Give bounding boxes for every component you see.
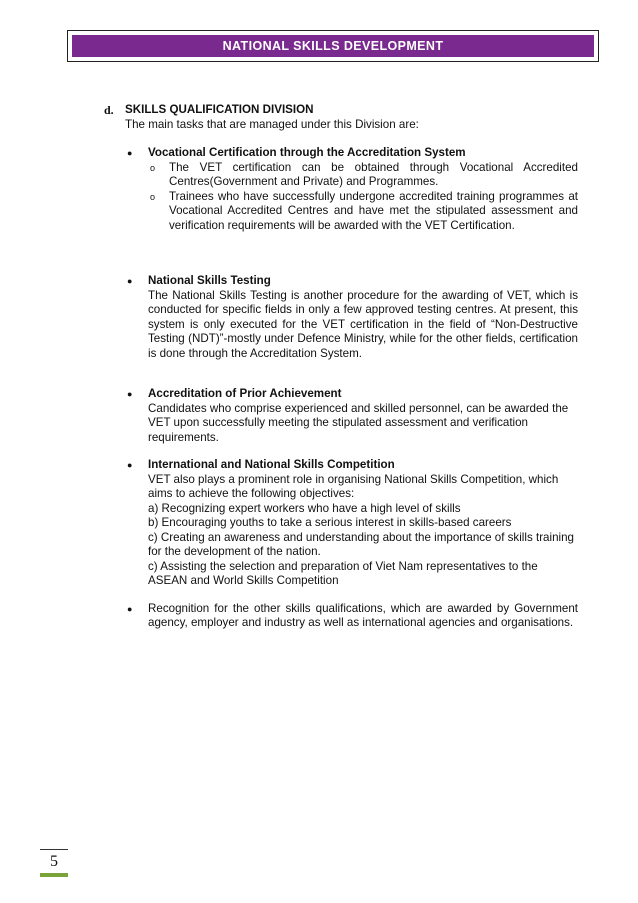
section-heading xyxy=(104,103,578,118)
objective-line: c) Creating an awareness and understanding about the importance of skills training for the development of the nation. xyxy=(148,530,574,558)
sub-item-text: Trainees who have successfully undergone accredited training programmes at Vocational Accredited Centres and have met the stipulated assessment and verification requirements will be awarded with the VET Certification. xyxy=(169,189,578,232)
circle-bullet-icon: o xyxy=(150,162,156,173)
item-body: VET also plays a prominent role in organising National Skills Competition, which aims to achieve the following objectives: xyxy=(148,472,559,500)
item-title: Vocational Certification through the Accreditation System xyxy=(148,146,466,159)
bullet-icon: ● xyxy=(127,603,133,614)
circle-bullet-icon: o xyxy=(150,191,156,202)
list-item xyxy=(125,458,578,589)
list-item xyxy=(125,387,578,445)
objective-line: a) Recognizing expert workers who have a high level of skills xyxy=(148,501,461,515)
sub-item xyxy=(148,161,578,190)
bullet-icon: ● xyxy=(127,148,133,158)
document-body xyxy=(104,103,578,631)
list-item xyxy=(125,274,578,361)
list-item xyxy=(125,146,578,233)
item-title: Accreditation of Prior Achievement xyxy=(148,387,342,400)
item-body: Recognition for the other skills qualifications, which are awarded by Government agency, employer and industry as well as international agencies and organisations. xyxy=(148,601,578,629)
item-body: Candidates who comprise experienced and skilled personnel, can be awarded the VET upon successfully meeting the stipulated assessment and verification requirements. xyxy=(148,401,569,444)
header-banner: NATIONAL SKILLS DEVELOPMENT xyxy=(72,35,594,57)
section-intro: The main tasks that are managed under this Division are: xyxy=(125,117,419,131)
item-title: National Skills Testing xyxy=(148,274,271,287)
bullet-icon: ● xyxy=(127,276,133,286)
page-number-accent-bar xyxy=(40,873,68,877)
page-number: 5 xyxy=(50,853,58,870)
page-number-rule xyxy=(40,849,68,850)
sub-item-text: The VET certification can be obtained through Vocational Accredited Centres(Government and Private) and Programmes. xyxy=(169,160,578,188)
item-body: The National Skills Testing is another procedure for the awarding of VET, which is conducted for specific fields in only a few approved testing centres. At present, this system is only executed for the VET certification in the field of “Non-Destructive Testing (NDT)”-mostly under Defence Ministry, while for the other fields, certification is done through the Accreditation System. xyxy=(148,288,578,360)
item-title: International and National Skills Competition xyxy=(148,458,395,471)
bullet-icon: ● xyxy=(127,389,133,399)
section-title: SKILLS QUALIFICATION DIVISION xyxy=(125,103,314,116)
sub-item xyxy=(148,190,578,234)
list-item xyxy=(125,602,578,631)
section-letter: d. xyxy=(104,103,114,117)
objective-line: b) Encouraging youths to take a serious interest in skills-based careers xyxy=(148,516,512,529)
objective-line: c) Assisting the selection and preparation of Viet Nam representatives to the ASEAN and World Skills Competition xyxy=(148,559,538,587)
bullet-icon: ● xyxy=(127,460,133,470)
